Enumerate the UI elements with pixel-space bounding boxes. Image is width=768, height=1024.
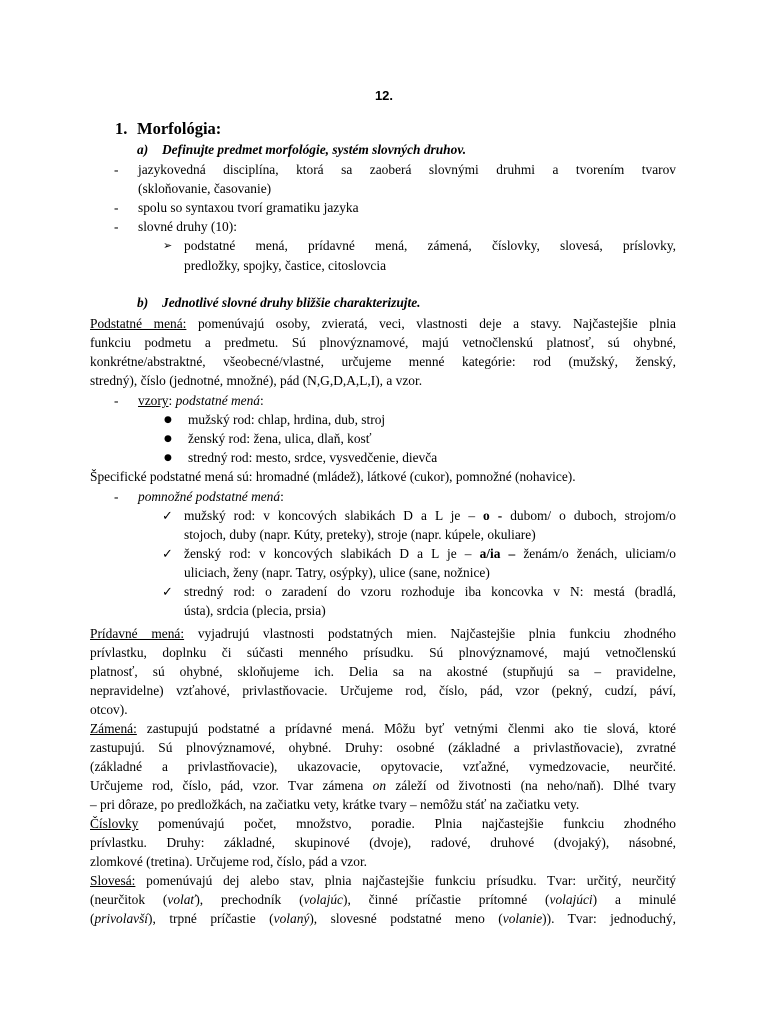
text: ), prechodník ( [195, 892, 304, 907]
text: ), trpné príčastie ( [148, 911, 274, 926]
cislovky-term: Číslovky [90, 816, 139, 831]
check-icon: ✓ [162, 585, 173, 600]
text: záleží od životnosti (na neho/naň). Dlhé tvary [386, 778, 676, 793]
vzory-colon: : [168, 393, 176, 408]
question-a-letter: a) [137, 142, 149, 157]
a-item-2: spolu so syntaxou tvorí gramatiku jazyka [138, 200, 359, 215]
text: ), slovesné podstatné meno ( [309, 911, 503, 926]
a-item-1-line2: (skloňovanie, časovanie) [138, 181, 272, 196]
round-bullet-icon: ● [164, 415, 172, 425]
pomnozne-item3-line2: ústa), srdcia (plecia, prsia) [184, 603, 326, 618]
podstatne-line4: stredný), číslo (jednotné, množné), pád (N,G,D,A,L,I), a vzor. [90, 373, 423, 388]
slovesa-term: Slovesá: [90, 873, 136, 888]
text: ženský rod: v koncových slabikách D a L je – [184, 546, 480, 561]
podstatne-line2: funkciu podmetu a predmetu. Sú plnovýznamové, majú vetnočlenskú platnosť, sú ohybné, [90, 335, 676, 350]
text: dubom/ o duboch, strojom/o [502, 508, 676, 523]
vzory-line [138, 391, 676, 410]
podstatne-line3: konkrétne/abstraktné, všeobecné/vlastné, určujeme menné kategórie: rod (mužský, ženský, [90, 354, 676, 369]
specificke-line: Špecifické podstatné mená sú: hromadné (mládež), látkové (cukor), pomnožné (nohavice). [90, 469, 576, 484]
italic-word: volať [167, 892, 196, 907]
cislovky-line2: prívlastku. Druhy: základné, skupinové (dvoje), radové, druhové (dvojaký), násobné, [90, 835, 676, 850]
section-heading [115, 119, 221, 138]
cislovky-line1 [90, 814, 676, 833]
podstatne-term: Podstatné mená: [90, 316, 187, 331]
dash-marker: - [114, 489, 119, 504]
a-item-3: slovné druhy (10): [138, 219, 237, 234]
section-number: 1. [115, 119, 128, 138]
slovesa-line3 [90, 909, 676, 928]
pridavne-line1 [90, 624, 676, 643]
zamena-text: zastupujú podstatné a prídavné mená. Môžu byť vetnými členmi ako tie slová, ktoré [136, 721, 676, 736]
dash-marker: - [114, 162, 119, 177]
pridavne-line3: platnosť, sú ohybné, skloňujeme ich. Delia sa na akostné (stupňujú sa – pravidelne, [90, 664, 676, 679]
italic-word: on [372, 778, 387, 793]
zamena-line3: (základné a privlastňovacie), ukazovacie, opytovacie, vzťažné, vymedzovacie, neurčité. [90, 759, 676, 774]
question-b-text: Jednotlivé slovné druhy bližšie charakterizujte. [162, 295, 421, 310]
question-b [137, 293, 421, 312]
question-b-letter: b) [137, 295, 149, 310]
zamena-line2: zastupujú. Sú plnovýznamové, ohybné. Druhy: osobné (základné a privlastňovacie), zvratné [90, 740, 676, 755]
podstatne-line1 [90, 314, 676, 333]
arrow-bullet-icon: ➢ [163, 239, 173, 252]
text: ženám/o ženách, uliciam/o [515, 546, 676, 561]
dash-marker: - [114, 200, 119, 215]
round-bullet-icon: ● [164, 434, 172, 444]
dash-marker: - [114, 393, 119, 408]
zamena-line5: – pri dôraze, po predložkách, na začiatku vety, krátke tvary – nemôžu stáť na začiatku vety. [90, 797, 580, 812]
pridavne-text: vyjadrujú vlastnosti podstatných mien. Najčastejšie plnia funkciu zhodného [184, 626, 676, 641]
italic-word: privolavší [94, 911, 149, 926]
italic-word: volajúci [549, 892, 593, 907]
pomnozne-item2-line2: uliciach, ženy (napr. Tatry, osýpky), ulice (sane, nožnice) [184, 565, 490, 580]
text: )). Tvar: jednoduchý, [542, 911, 676, 926]
check-icon: ✓ [162, 509, 173, 524]
text: ) a minulé [592, 892, 676, 907]
zamena-term: Zámená: [90, 721, 137, 736]
a-item-1-line1: jazykovedná disciplína, ktorá sa zaoberá slovnými druhmi a tvorením tvarov [138, 162, 676, 177]
text: mužský rod: v koncových slabikách D a L je – [184, 508, 484, 523]
text: Určujeme rod, číslo, pád, vzor. Tvar zámena [90, 778, 373, 793]
text: ), činné príčastie prítomné ( [343, 892, 550, 907]
a-sub-line2: predložky, spojky, častice, citoslovcia [184, 258, 387, 273]
vzory-sub: podstatné mená [175, 393, 261, 408]
italic-word: volanie [502, 911, 543, 926]
ending: a/ia – [479, 546, 516, 561]
section-title: Morfológia: [137, 119, 222, 138]
dash-marker: - [114, 219, 119, 234]
pomnozne-item1-line2: stojoch, duby (napr. Kúty, preteky), stroje (napr. kúpele, okuliare) [184, 527, 536, 542]
pomnozne-label-text: pomnožné podstatné mená [138, 489, 281, 504]
pridavne-line4: nepravidelne) vzťahové, privlastňovacie. Určujeme rod, číslo, pád, vzor (pekný, cudzí, páví, [90, 683, 676, 698]
page-number: 12. [374, 88, 394, 103]
italic-word: volaný [273, 911, 310, 926]
vzor-item: mužský rod: chlap, hrdina, dub, stroj [188, 412, 386, 427]
text: ( [90, 911, 95, 926]
pomnozne-item2-line1 [184, 544, 676, 563]
zamena-line4 [90, 776, 676, 795]
slovesa-text: pomenúvajú dej alebo stav, plnia najčastejšie funkciu prísudku. Tvar: určitý, neurčitý [135, 873, 676, 888]
slovesa-line2 [90, 890, 676, 909]
check-icon: ✓ [162, 547, 173, 562]
vzory-end: : [260, 393, 264, 408]
pomnozne-item3-line1: stredný rod: o zaradení do vzoru rozhoduje iba koncovka v N: mestá (bradlá, [184, 584, 676, 599]
text: (neurčitok ( [90, 892, 168, 907]
cislovky-text: pomenúvajú počet, množstvo, poradie. Plnia najčastejšie funkciu zhodného [138, 816, 676, 831]
cislovky-line3: zlomkové (tretina). Určujeme rod, číslo, pád a vzor. [90, 854, 368, 869]
zamena-line1 [90, 719, 676, 738]
podstatne-text: pomenúvajú osoby, zvieratá, veci, vlastnosti deje a stavy. Najčastejšie plnia [186, 316, 676, 331]
italic-word: volajúc [303, 892, 343, 907]
vzor-item: stredný rod: mesto, srdce, vysvedčenie, dievča [188, 450, 438, 465]
vzory-label: vzory [138, 393, 169, 408]
question-a [137, 140, 466, 159]
ending: o - [483, 508, 503, 523]
question-a-text: Definujte predmet morfológie, systém slovných druhov. [162, 142, 467, 157]
a-sub-line1: podstatné mená, prídavné mená, zámená, číslovky, slovesá, príslovky, [184, 238, 676, 253]
pridavne-line2: prívlastku, doplnku či súčasti menného prísudku. Sú plnovýznamové, majú vetnočlenskú [90, 645, 676, 660]
round-bullet-icon: ● [164, 453, 172, 463]
pomnozne-label: pomnožné podstatné mená: [138, 489, 284, 504]
vzor-item: ženský rod: žena, ulica, dlaň, kosť [188, 431, 372, 446]
pridavne-term: Prídavné mená: [90, 626, 185, 641]
pomnozne-item1-line1 [184, 506, 676, 525]
pridavne-line5: otcov). [90, 702, 128, 717]
slovesa-line1 [90, 871, 676, 890]
